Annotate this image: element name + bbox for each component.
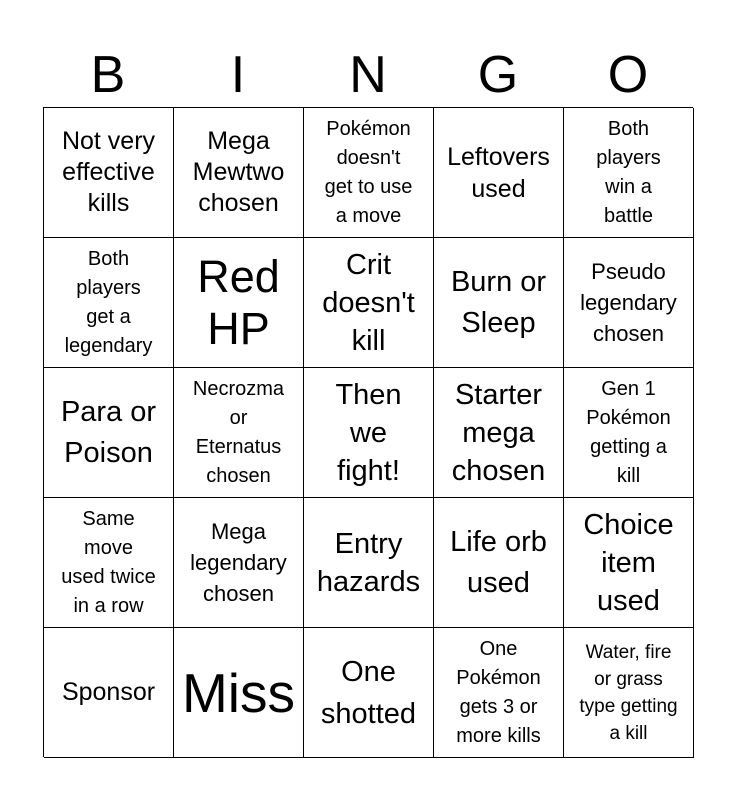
cell-text: Entry hazards [316, 527, 421, 598]
cell-text: Starter mega chosen [451, 378, 546, 487]
bingo-cell[interactable] [174, 108, 304, 238]
bingo-cell[interactable] [174, 628, 304, 758]
cell-text: One shotted [320, 655, 417, 730]
bingo-cell[interactable] [564, 238, 694, 368]
bingo-cell[interactable] [564, 108, 694, 238]
header-letter-o: O [607, 46, 649, 104]
bingo-cell[interactable] [304, 498, 434, 628]
bingo-cell[interactable] [434, 108, 564, 238]
cell-text: Both players win a battle [596, 117, 661, 227]
cell-text: Sponsor [61, 678, 156, 706]
bingo-cell[interactable] [174, 498, 304, 628]
cell-text: Leftovers used [447, 142, 550, 203]
header-letter-b: B [90, 46, 126, 104]
bingo-cell[interactable] [564, 368, 694, 498]
cell-text: Water, fire or grass type getting a kill [579, 641, 678, 744]
bingo-cell[interactable] [434, 628, 564, 758]
bingo-cell[interactable] [44, 628, 174, 758]
bingo-cell[interactable] [434, 368, 564, 498]
cell-text: Burn or Sleep [450, 265, 547, 339]
cell-text: Not very effective kills [61, 127, 156, 217]
header-letter-i: I [230, 46, 246, 104]
cell-text: Pseudo legendary chosen [580, 259, 677, 346]
cell-text: Gen 1 Pokémon getting a kill [586, 377, 671, 487]
cell-text: Miss [181, 661, 296, 724]
cell-text: Choice item used [583, 508, 674, 617]
cell-text: Pokémon doesn't get to use a move [324, 117, 413, 227]
cell-text: Crit doesn't kill [322, 248, 415, 357]
bingo-cell[interactable] [44, 498, 174, 628]
header-letter-n: N [349, 46, 387, 104]
bingo-cell[interactable] [44, 368, 174, 498]
bingo-cell[interactable] [304, 108, 434, 238]
bingo-grid [43, 107, 693, 757]
bingo-cell[interactable] [434, 498, 564, 628]
cell-text: Both players get a legendary [64, 247, 153, 357]
bingo-cell[interactable] [564, 628, 694, 758]
cell-text: Red HP [197, 250, 280, 354]
bingo-cell[interactable] [434, 238, 564, 368]
cell-text: Then we fight! [335, 378, 402, 487]
bingo-cell[interactable] [304, 368, 434, 498]
bingo-cell[interactable] [304, 628, 434, 758]
header-letter-g: G [477, 46, 519, 104]
cell-text: Para or Poison [60, 395, 157, 469]
bingo-cell[interactable] [174, 368, 304, 498]
cell-text: Mega Mewtwo chosen [192, 127, 285, 217]
bingo-cell[interactable] [564, 498, 694, 628]
cell-text: Mega legendary chosen [190, 519, 287, 606]
bingo-cell[interactable] [304, 238, 434, 368]
cell-text: One Pokémon gets 3 or more kills [456, 637, 541, 747]
bingo-cell[interactable] [44, 238, 174, 368]
cell-text: Same move used twice in a row [61, 507, 156, 617]
cell-text: Life orb used [450, 525, 547, 599]
bingo-cell[interactable] [174, 238, 304, 368]
bingo-header [43, 42, 693, 108]
cell-text: Necrozma or Eternatus chosen [192, 377, 285, 487]
bingo-cell[interactable] [44, 108, 174, 238]
